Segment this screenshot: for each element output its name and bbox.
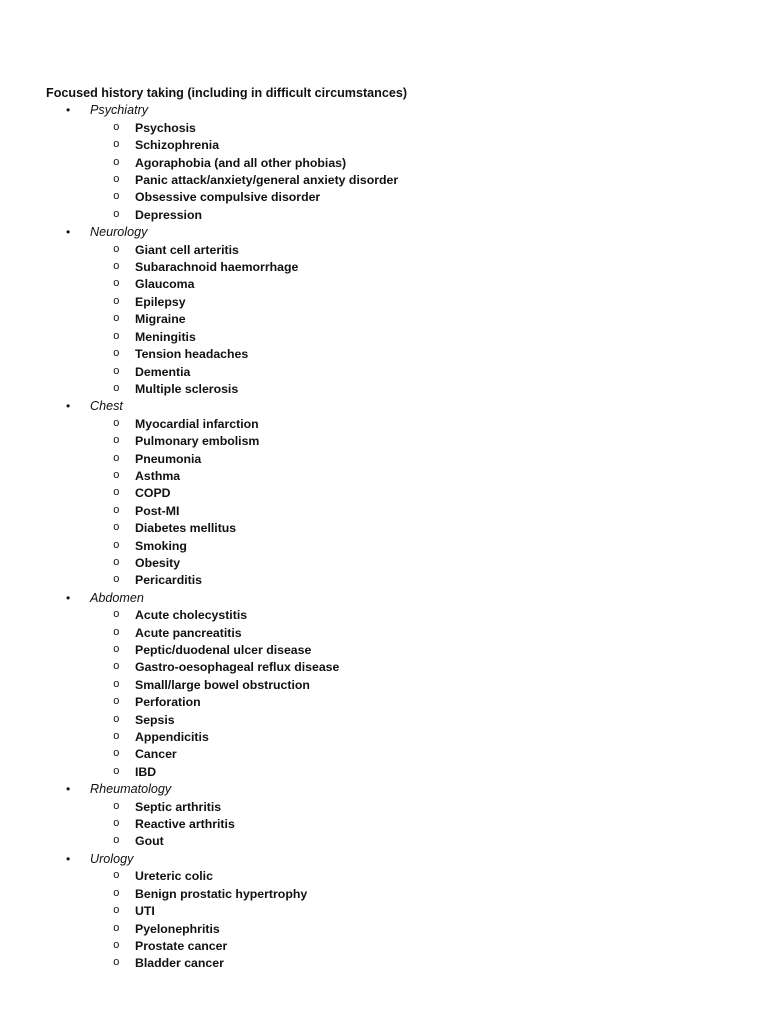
list-item-text: Sepsis — [135, 712, 175, 727]
circle-bullet-icon: o — [113, 574, 120, 587]
list-item — [46, 712, 746, 729]
circle-bullet-icon: o — [113, 609, 120, 622]
list-item — [46, 189, 746, 206]
list-item — [46, 364, 746, 381]
list-item-text: Agoraphobia (and all other phobias) — [135, 155, 347, 170]
list-item — [46, 137, 746, 154]
circle-bullet-icon: o — [113, 957, 120, 970]
section-psychiatry — [46, 102, 746, 224]
circle-bullet-icon: o — [113, 696, 120, 709]
section-heading — [46, 102, 746, 119]
circle-bullet-icon: o — [113, 905, 120, 918]
list-item-text: Perforation — [135, 695, 201, 710]
list-item — [46, 607, 746, 624]
circle-bullet-icon: o — [113, 365, 120, 378]
circle-bullet-icon: o — [113, 713, 120, 726]
section-heading — [46, 224, 746, 241]
bullet-icon: • — [66, 590, 71, 605]
circle-bullet-icon: o — [113, 191, 120, 204]
section-heading-text: Rheumatology — [90, 782, 172, 797]
list-item-text: IBD — [135, 764, 157, 779]
list-item-text: Smoking — [135, 538, 187, 553]
circle-bullet-icon: o — [113, 121, 120, 134]
circle-bullet-icon: o — [113, 818, 120, 831]
circle-bullet-icon: o — [113, 678, 120, 691]
list-item-text: Multiple sclerosis — [135, 381, 239, 396]
circle-bullet-icon: o — [113, 661, 120, 674]
bullet-icon: • — [66, 103, 71, 118]
circle-bullet-icon: o — [113, 469, 120, 482]
item-list — [46, 120, 746, 224]
list-item-text: Tension headaches — [135, 347, 249, 362]
list-item — [46, 242, 746, 259]
section-heading-text: Urology — [90, 851, 134, 866]
list-item-text: Migraine — [135, 312, 186, 327]
list-item — [46, 451, 746, 468]
section-heading-text: Neurology — [90, 225, 148, 240]
list-item-text: Pneumonia — [135, 451, 202, 466]
list-item — [46, 329, 746, 346]
circle-bullet-icon: o — [113, 452, 120, 465]
section-chest — [46, 398, 746, 589]
list-item-text: Panic attack/anxiety/general anxiety disorder — [135, 173, 399, 188]
section-urology — [46, 851, 746, 973]
circle-bullet-icon: o — [113, 348, 120, 361]
circle-bullet-icon: o — [113, 174, 120, 187]
list-item — [46, 886, 746, 903]
list-item-text: Prostate cancer — [135, 938, 228, 953]
list-item — [46, 799, 746, 816]
list-item — [46, 572, 746, 589]
list-item-text: Post-MI — [135, 503, 180, 518]
list-item — [46, 642, 746, 659]
circle-bullet-icon: o — [113, 556, 120, 569]
list-item-text: Meningitis — [135, 329, 196, 344]
circle-bullet-icon: o — [113, 835, 120, 848]
list-item — [46, 694, 746, 711]
list-item-text: Pericarditis — [135, 573, 202, 588]
list-item — [46, 555, 746, 572]
circle-bullet-icon: o — [113, 243, 120, 256]
circle-bullet-icon: o — [113, 539, 120, 552]
list-item-text: Peptic/duodenal ulcer disease — [135, 643, 312, 657]
list-item-text: Glaucoma — [135, 277, 195, 292]
list-item-text: Gastro-oesophageal reflux disease — [135, 660, 340, 675]
section-neurology — [46, 224, 746, 398]
list-item-text: Obsessive compulsive disorder — [135, 190, 321, 205]
list-item — [46, 276, 746, 293]
list-item — [46, 433, 746, 450]
list-item — [46, 868, 746, 885]
list-item — [46, 346, 746, 363]
list-item — [46, 155, 746, 172]
circle-bullet-icon: o — [113, 748, 120, 761]
bullet-icon: • — [66, 225, 71, 240]
list-item — [46, 659, 746, 676]
list-item-text: Epilepsy — [135, 294, 186, 309]
list-item — [46, 259, 746, 276]
list-item — [46, 729, 746, 746]
list-item-text: Subarachnoid haemorrhage — [135, 260, 299, 275]
list-item — [46, 172, 746, 189]
circle-bullet-icon: o — [113, 644, 120, 656]
list-item — [46, 520, 746, 537]
item-list — [46, 607, 746, 781]
section-heading — [46, 781, 746, 798]
circle-bullet-icon: o — [113, 626, 120, 639]
circle-bullet-icon: o — [113, 487, 120, 500]
circle-bullet-icon: o — [113, 800, 120, 813]
circle-bullet-icon: o — [113, 887, 120, 900]
section-heading — [46, 851, 746, 868]
list-item — [46, 311, 746, 328]
circle-bullet-icon: o — [113, 870, 120, 883]
list-item — [46, 294, 746, 311]
bullet-icon: • — [66, 399, 71, 414]
section-heading — [46, 590, 746, 607]
circle-bullet-icon: o — [113, 156, 120, 169]
list-item — [46, 416, 746, 433]
circle-bullet-icon: o — [113, 417, 120, 430]
list-item — [46, 764, 746, 781]
circle-bullet-icon: o — [113, 330, 120, 343]
circle-bullet-icon: o — [113, 139, 120, 152]
item-list — [46, 242, 746, 399]
item-list — [46, 799, 746, 851]
list-item-text: Cancer — [135, 747, 177, 762]
list-item-text: Bladder cancer — [135, 956, 224, 971]
list-item-text: Septic arthritis — [135, 799, 222, 814]
list-item-text: Small/large bowel obstruction — [135, 677, 310, 692]
list-item-text: Benign prostatic hypertrophy — [135, 886, 308, 901]
circle-bullet-icon: o — [113, 295, 120, 308]
list-item-text: Gout — [135, 834, 164, 849]
section-heading — [46, 398, 746, 415]
circle-bullet-icon: o — [113, 765, 120, 778]
list-item — [46, 938, 746, 955]
list-item — [46, 503, 746, 520]
list-item-text: Obesity — [135, 555, 181, 570]
list-item — [46, 625, 746, 642]
circle-bullet-icon: o — [113, 313, 120, 326]
list-item-text: Psychosis — [135, 120, 196, 135]
list-item — [46, 468, 746, 485]
list-item — [46, 538, 746, 555]
list-item-text: Appendicitis — [135, 730, 209, 745]
circle-bullet-icon: o — [113, 731, 120, 744]
list-item-text: Acute cholecystitis — [135, 608, 248, 623]
list-item-text: Ureteric colic — [135, 869, 213, 884]
circle-bullet-icon: o — [113, 278, 120, 291]
list-item — [46, 207, 746, 224]
circle-bullet-icon: o — [113, 208, 120, 221]
list-item — [46, 833, 746, 850]
item-list — [46, 416, 746, 590]
list-item — [46, 485, 746, 502]
list-item — [46, 746, 746, 763]
section-heading-text: Abdomen — [90, 590, 144, 605]
document-page — [46, 85, 746, 973]
bullet-icon: • — [66, 782, 71, 797]
circle-bullet-icon: o — [113, 382, 120, 395]
item-list — [46, 868, 746, 972]
list-item-text: Pyelonephritis — [135, 921, 220, 936]
list-item-text: UTI — [135, 904, 155, 919]
list-item — [46, 955, 746, 972]
list-item-text: Depression — [135, 207, 202, 222]
list-item-text: Diabetes mellitus — [135, 521, 237, 536]
section-list — [46, 102, 746, 972]
list-item-text: Schizophrenia — [135, 138, 220, 153]
section-heading-text: Psychiatry — [90, 103, 149, 118]
list-item-text: Giant cell arteritis — [135, 242, 239, 257]
list-item — [46, 921, 746, 938]
list-item-text: Myocardial infarction — [135, 416, 259, 431]
section-heading-text: Chest — [90, 399, 123, 414]
list-item — [46, 903, 746, 920]
list-item-text: Acute pancreatitis — [135, 625, 242, 640]
circle-bullet-icon: o — [113, 939, 120, 952]
list-item — [46, 677, 746, 694]
circle-bullet-icon: o — [113, 504, 120, 517]
circle-bullet-icon: o — [113, 922, 120, 935]
section-abdomen — [46, 590, 746, 781]
document-title: Focused history taking (including in difficult circumstances) — [46, 86, 408, 100]
circle-bullet-icon: o — [113, 435, 120, 448]
list-item — [46, 816, 746, 833]
circle-bullet-icon: o — [113, 261, 120, 274]
list-item-text: Asthma — [135, 468, 181, 483]
list-item-text: COPD — [135, 486, 171, 501]
circle-bullet-icon: o — [113, 522, 120, 535]
list-item — [46, 381, 746, 398]
list-item-text: Dementia — [135, 364, 191, 379]
bullet-icon: • — [66, 851, 71, 866]
list-item-text: Reactive arthritis — [135, 817, 235, 832]
list-item-text: Pulmonary embolism — [135, 434, 260, 449]
section-rheumatology — [46, 781, 746, 851]
list-item — [46, 120, 746, 137]
